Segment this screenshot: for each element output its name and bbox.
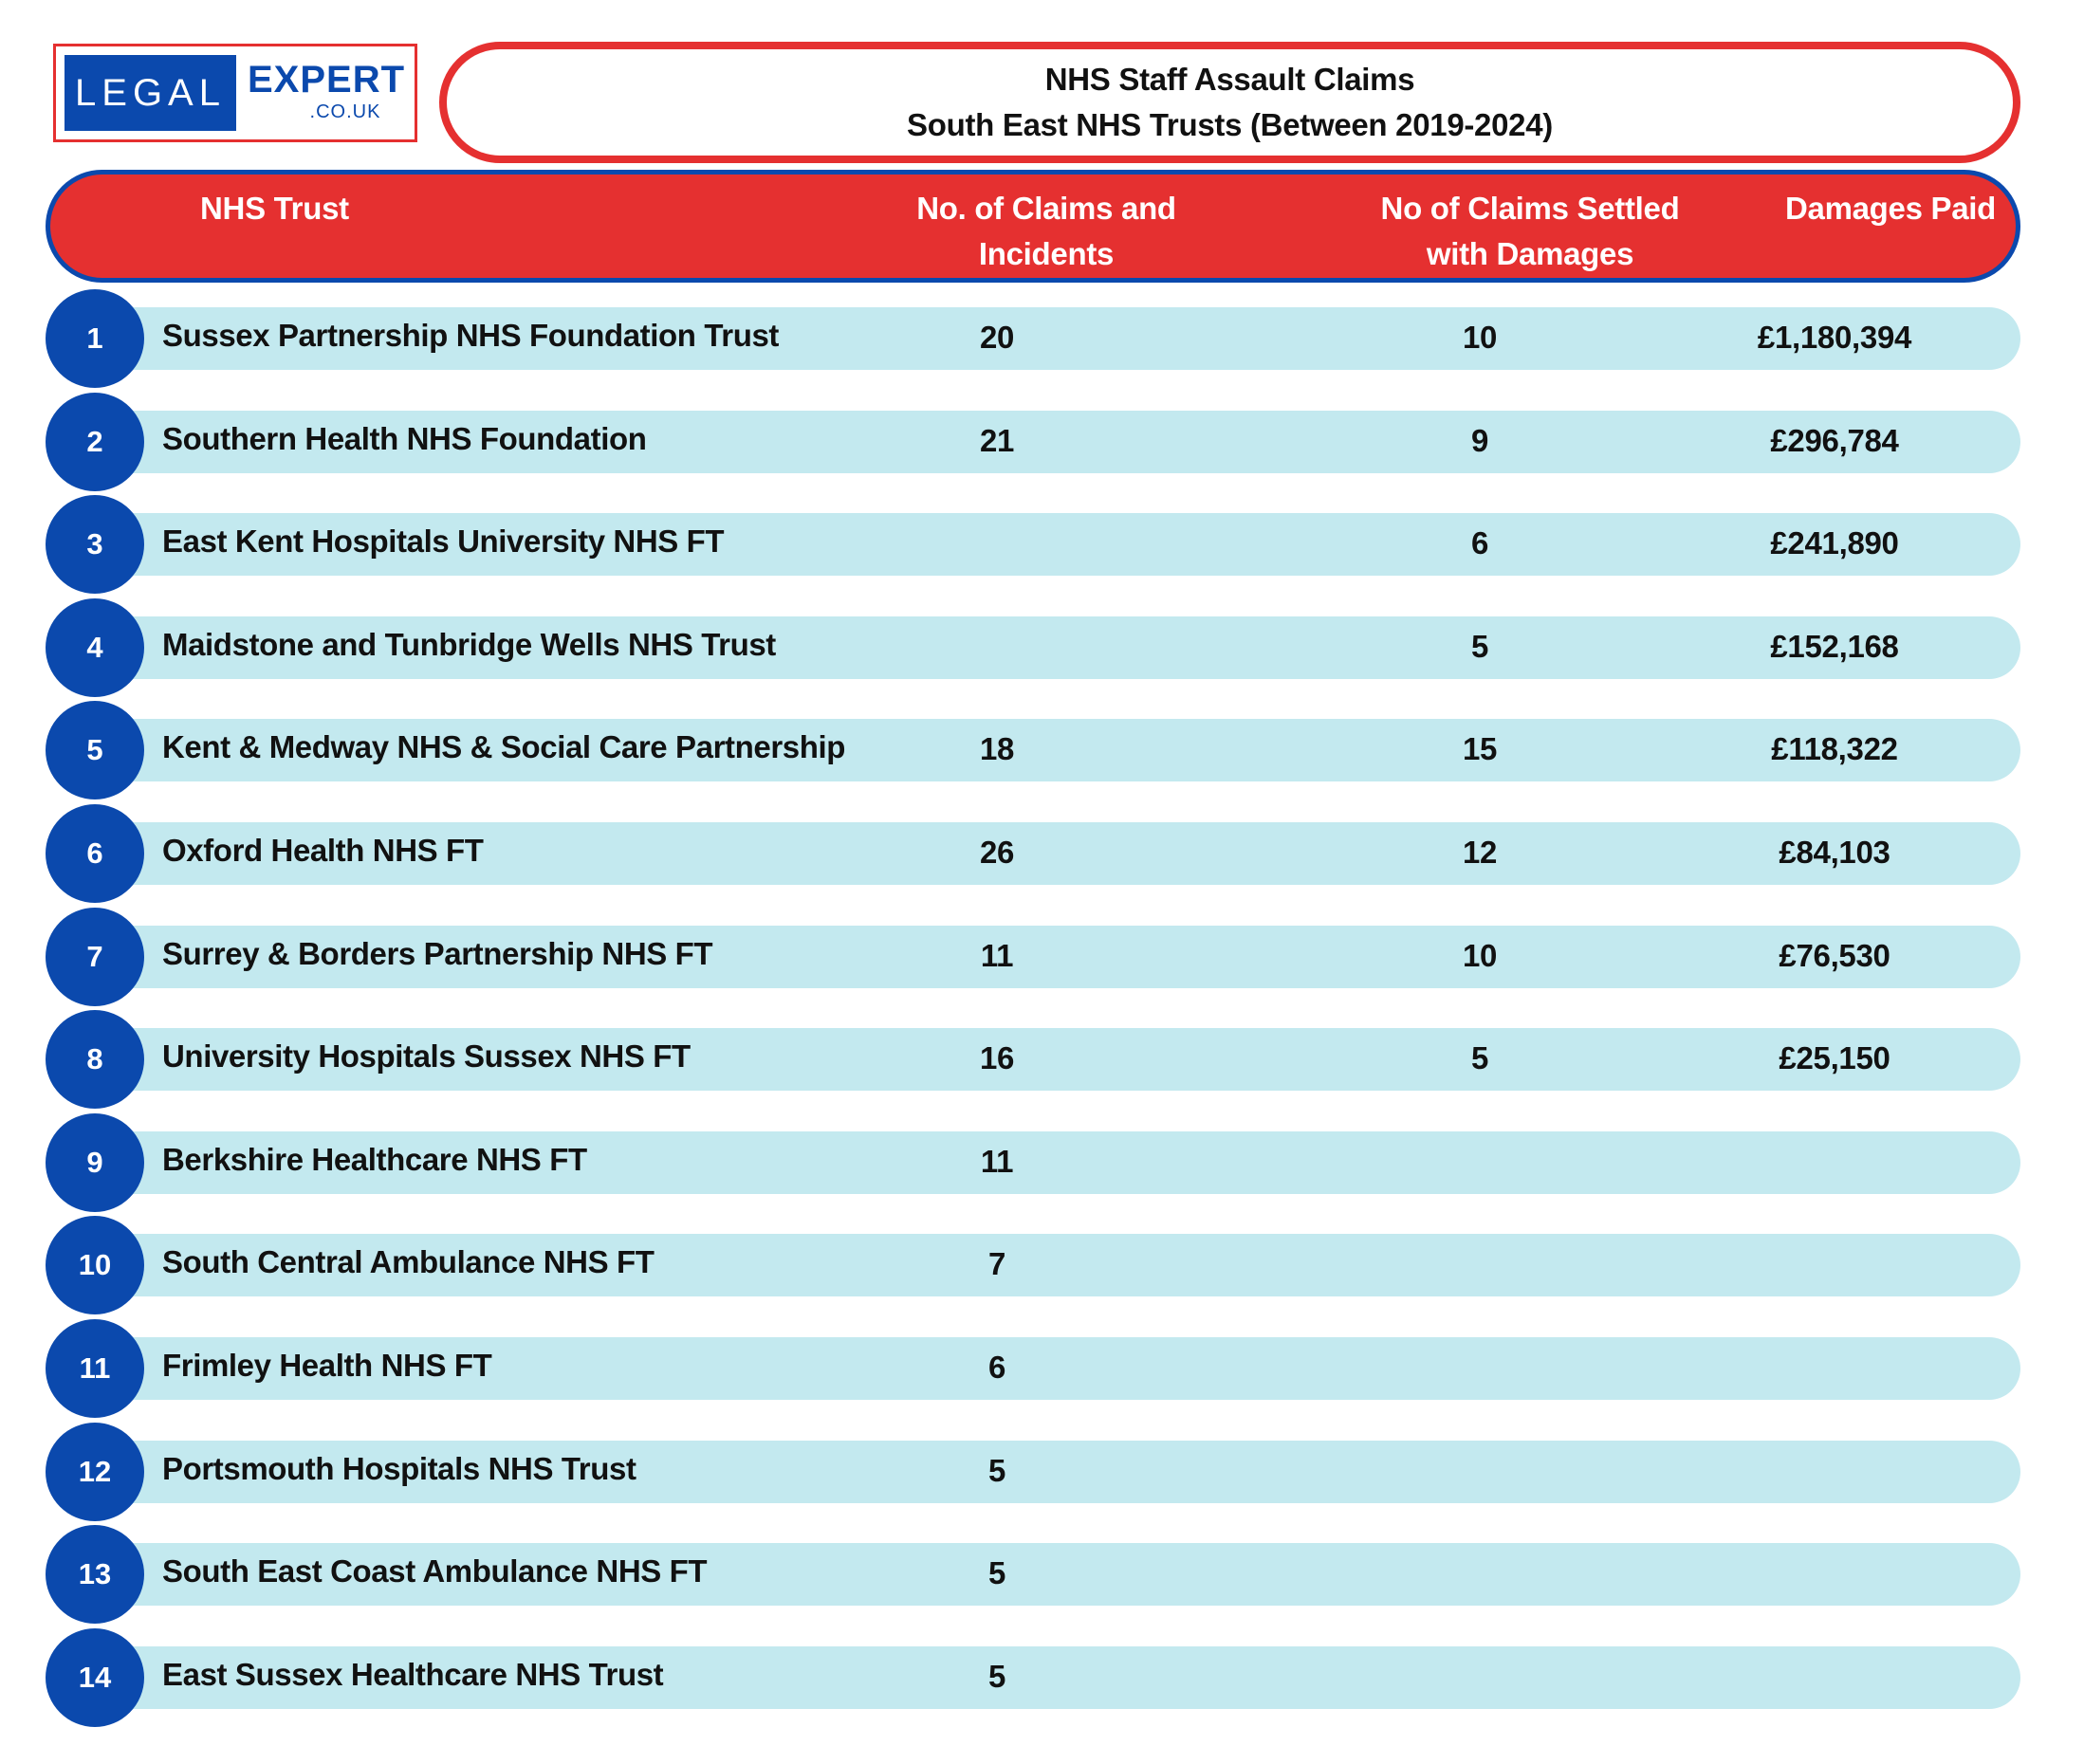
rank-badge: 11 [46, 1319, 144, 1418]
table-row [46, 1423, 2020, 1521]
damages-paid: £25,150 [1779, 1040, 1890, 1076]
trust-name: Maidstone and Tunbridge Wells NHS Trust [162, 626, 776, 662]
title-banner [439, 42, 2020, 163]
claims-count: 16 [979, 1040, 1015, 1076]
rank-badge: 9 [46, 1113, 144, 1212]
legal-expert-logo [53, 44, 417, 142]
table-row [46, 1525, 2020, 1624]
settled-count: 10 [1462, 937, 1498, 973]
table-row [46, 598, 2020, 697]
column-header-damages: Damages Paid [1784, 191, 1996, 226]
damages-paid: £118,322 [1771, 731, 1898, 767]
page-title: NHS Staff Assault Claims [1044, 62, 1415, 97]
rank-badge: 7 [46, 908, 144, 1006]
trust-name: Berkshire Healthcare NHS FT [162, 1141, 587, 1177]
claims-count: 11 [980, 937, 1014, 973]
table-row [46, 1628, 2020, 1727]
column-header-settled-line2: with Damages [1426, 236, 1634, 271]
page-subtitle: South East NHS Trusts (Between 2019-2024) [907, 107, 1553, 142]
table-row [46, 495, 2020, 594]
column-header-claims-line2: Incidents [978, 236, 1115, 271]
rank-badge: 14 [46, 1628, 144, 1727]
table-header [46, 170, 2020, 283]
column-header-settled [1321, 186, 1739, 277]
column-header-claims-line1: No. of Claims and [916, 191, 1176, 226]
table-row [46, 1216, 2020, 1314]
table-row [46, 908, 2020, 1006]
trust-name: Portsmouth Hospitals NHS Trust [162, 1450, 636, 1486]
trust-name: Surrey & Borders Partnership NHS FT [162, 935, 713, 971]
rank-badge: 6 [46, 804, 144, 903]
rank-badge: 2 [46, 393, 144, 491]
trust-name: Kent & Medway NHS & Social Care Partnership [162, 729, 845, 765]
rank-badge: 3 [46, 495, 144, 594]
rank-badge: 5 [46, 701, 144, 799]
rank-badge: 10 [46, 1216, 144, 1314]
damages-paid: £241,890 [1770, 525, 1899, 561]
logo-wordmark [246, 58, 407, 122]
claims-count: 11 [980, 1143, 1014, 1179]
table-row [46, 1319, 2020, 1418]
table-row [46, 289, 2020, 388]
claims-count: 20 [979, 320, 1015, 355]
table-row [46, 701, 2020, 799]
settled-count: 5 [1470, 628, 1489, 664]
claims-count: 6 [987, 1350, 1006, 1385]
trust-name: Sussex Partnership NHS Foundation Trust [162, 318, 780, 353]
logo-domain-text: .CO.UK [309, 101, 381, 122]
damages-paid: £296,784 [1770, 422, 1899, 458]
rank-badge: 1 [46, 289, 144, 388]
trust-name: University Hospitals Sussex NHS FT [162, 1038, 691, 1075]
table-row [46, 804, 2020, 903]
trust-name: East Sussex Healthcare NHS Trust [162, 1656, 664, 1692]
column-header-settled-line1: No of Claims Settled [1380, 191, 1680, 226]
claims-count: 26 [979, 835, 1015, 870]
settled-count: 9 [1470, 422, 1489, 458]
settled-count: 12 [1462, 835, 1498, 870]
trust-name: Oxford Health NHS FT [162, 833, 484, 868]
settled-count: 10 [1462, 320, 1498, 355]
trust-name: Southern Health NHS Foundation [162, 420, 647, 456]
trust-name: South East Coast Ambulance NHS FT [162, 1553, 708, 1589]
claims-count: 5 [987, 1555, 1006, 1591]
column-header-trust: NHS Trust [200, 191, 349, 226]
damages-paid: £1,180,394 [1757, 320, 1912, 355]
damages-paid: £152,168 [1770, 628, 1899, 664]
table-row [46, 1113, 2020, 1212]
claims-count: 18 [979, 731, 1015, 767]
column-header-claims [866, 186, 1226, 277]
claims-count: 7 [987, 1246, 1006, 1282]
settled-count: 15 [1462, 731, 1498, 767]
logo-expert-text: EXPERT [247, 59, 406, 101]
rank-badge: 13 [46, 1525, 144, 1624]
table-row [46, 1010, 2020, 1109]
damages-paid: £84,103 [1779, 835, 1890, 870]
trust-name: East Kent Hospitals University NHS FT [162, 524, 725, 560]
claims-count: 5 [987, 1452, 1006, 1488]
settled-count: 5 [1470, 1040, 1489, 1076]
damages-paid: £76,530 [1779, 937, 1890, 973]
rank-badge: 4 [46, 598, 144, 697]
claims-count: 5 [987, 1658, 1006, 1694]
rank-badge: 12 [46, 1423, 144, 1521]
claims-count: 21 [979, 422, 1015, 458]
rank-badge: 8 [46, 1010, 144, 1109]
logo-legal-text: LEGAL [65, 55, 236, 131]
settled-count: 6 [1470, 525, 1489, 561]
table-row [46, 393, 2020, 491]
trust-name: Frimley Health NHS FT [162, 1348, 492, 1383]
trust-name: South Central Ambulance NHS FT [162, 1244, 655, 1280]
